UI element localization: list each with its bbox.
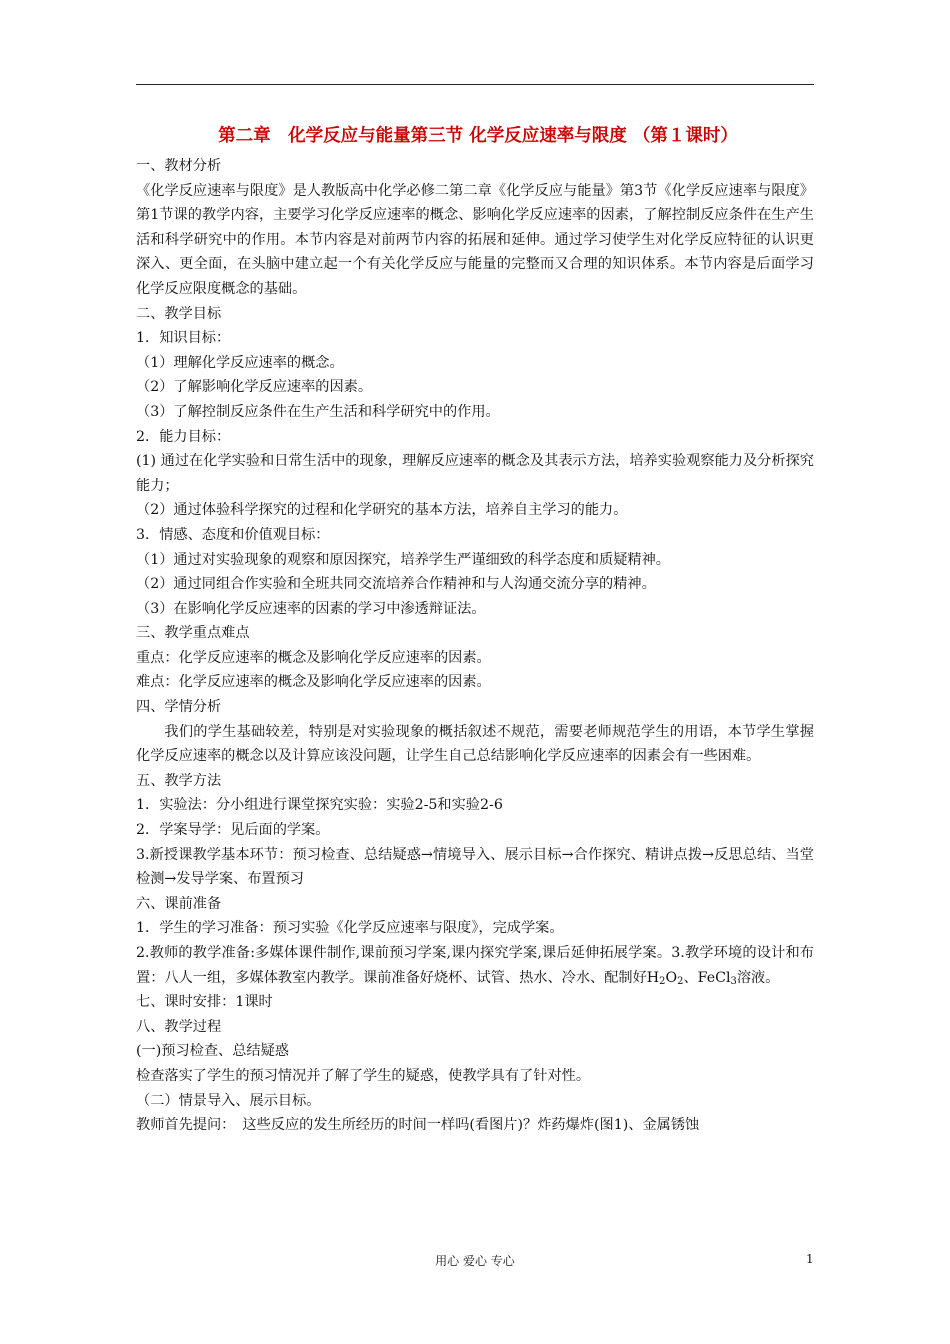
header-rule <box>136 84 814 85</box>
section-heading-5: 五、教学方法 <box>136 772 222 789</box>
section-heading-4: 四、学情分析 <box>136 699 222 716</box>
section-4-body: 我们的学生基础较差，特别是对实验现象的概括叙述不规范，需要老师规范学生的用语，本节学生掌握化学反应速率的概念以及计算应该没问题，让学生自己总结影响化学反应速率的因素会有一些困难。 <box>136 723 814 765</box>
section-heading-1: 一、教材分析 <box>136 158 222 174</box>
difficult-point: 难点：化学反应速率的概念及影响化学反应速率的因素。 <box>136 674 491 691</box>
preparation-2-tail: 溶液。 <box>736 969 780 986</box>
formula-h: H <box>646 969 660 986</box>
process-step-1-body: 检查落实了学生的预习情况并了解了学生的疑惑，使教学具有了针对性。 <box>136 1067 591 1084</box>
emotion-goal-1: （1）通过对实验现象的观察和原因探究，培养学生严谨细致的科学态度和质疑精神。 <box>136 551 670 568</box>
process-step-2-body: 教师首先提问： 这些反应的发生所经历的时间一样吗(看图片)？炸药爆炸(图1)、金属锈蚀 <box>136 1117 700 1134</box>
knowledge-goal-3: （3）了解控制反应条件在生产生活和科学研究中的作用。 <box>136 403 500 420</box>
formula-sub-2a: 2 <box>659 975 666 987</box>
section-heading-3: 三、教学重点难点 <box>136 625 250 642</box>
page-number: 1 <box>806 1252 814 1266</box>
section-heading-8: 八、教学过程 <box>136 1018 222 1035</box>
emotion-goal-3: （3）在影响化学反应速率的因素的学习中渗透辩证法。 <box>136 600 486 617</box>
formula-sub-3: 3 <box>730 975 737 987</box>
preparation-2 <box>136 941 814 990</box>
ability-goal-2: （2）通过体验科学探究的过程和化学研究的基本方法，培养自主学习的能力。 <box>136 502 628 519</box>
key-point: 重点：化学反应速率的概念及影响化学反应速率的因素。 <box>136 649 491 666</box>
ability-goal-1: (1) 通过在化学实验和日常生活中的现象，理解反应速率的概念及其表示方法，培养实验观察能力及分析探究能力； <box>136 453 814 494</box>
section-heading-6: 六、课前准备 <box>136 895 222 912</box>
preparation-1: 1．学生的学习准备：预习实验《化学反应速率与限度》，完成学案。 <box>136 920 564 937</box>
formula-o: O <box>665 969 678 986</box>
formula-fecl: 、FeCl <box>683 969 731 986</box>
emotion-goal-2: （2）通过同组合作实验和全班共同交流培养合作精神和与人沟通交流分享的精神。 <box>136 576 656 593</box>
section-1-body: 《化学反应速率与限度》是人教版高中化学必修二第二章《化学反应与能量》第3节《化学反应速率与限度》第1节课的教学内容，主要学习化学反应速率的概念、影响化学反应速率的因素，了解控制反应条件在生产生活和科学研究中的作用。本节内容是对前两节内容的拓展和延伸。通过学习使学生对化学反应特征的认识更深入、更全面，在头脑中建立起一个有关化学反应与能量的完整而又合理的知识体系。本节内容是后面学习化学反应限度概念的基础。 <box>136 182 814 297</box>
knowledge-goals-heading: 1．知识目标： <box>136 330 231 347</box>
preparation-2-text: 2.教师的教学准备:多媒体课件制作,课前预习学案,课内探究学案,课后延伸拓展学案。3.教学环境的设计和布置：八人一组，多媒体教室内教学。课前准备好烧杯、试管、热水、冷水、配制好 <box>136 945 814 986</box>
method-2: 2．学案导学：见后面的学案。 <box>136 822 330 839</box>
method-3: 3.新授课教学基本环节：预习检查、总结疑惑→情境导入、展示目标→合作探究、精讲点拨→反思总结、当堂检测→发导学案、布置预习 <box>136 846 814 888</box>
section-heading-7: 七、课时安排：1课时 <box>136 994 273 1011</box>
knowledge-goal-1: （1）理解化学反应速率的概念。 <box>136 354 344 371</box>
emotion-goals-heading: 3．情感、态度和价值观目标： <box>136 526 330 543</box>
document-title: 第二章 化学反应与能量第三节 化学反应速率与限度 （第１课时） <box>218 126 738 146</box>
page-footer: 用心 爱心 专心 <box>435 1254 515 1268</box>
document-body <box>136 118 814 1138</box>
ability-goals-heading: 2．能力目标： <box>136 428 231 445</box>
knowledge-goal-2: （2）了解影响化学反应速率的因素。 <box>136 379 373 396</box>
section-heading-2: 二、教学目标 <box>136 305 222 322</box>
formula-sub-2b: 2 <box>677 975 684 987</box>
process-step-1: (一)预习检查、总结疑惑 <box>136 1043 289 1060</box>
process-step-2: （二）情景导入、展示目标。 <box>136 1092 321 1109</box>
method-1: 1．实验法：分小组进行课堂探究实验：实验2-5和实验2-6 <box>136 797 503 814</box>
